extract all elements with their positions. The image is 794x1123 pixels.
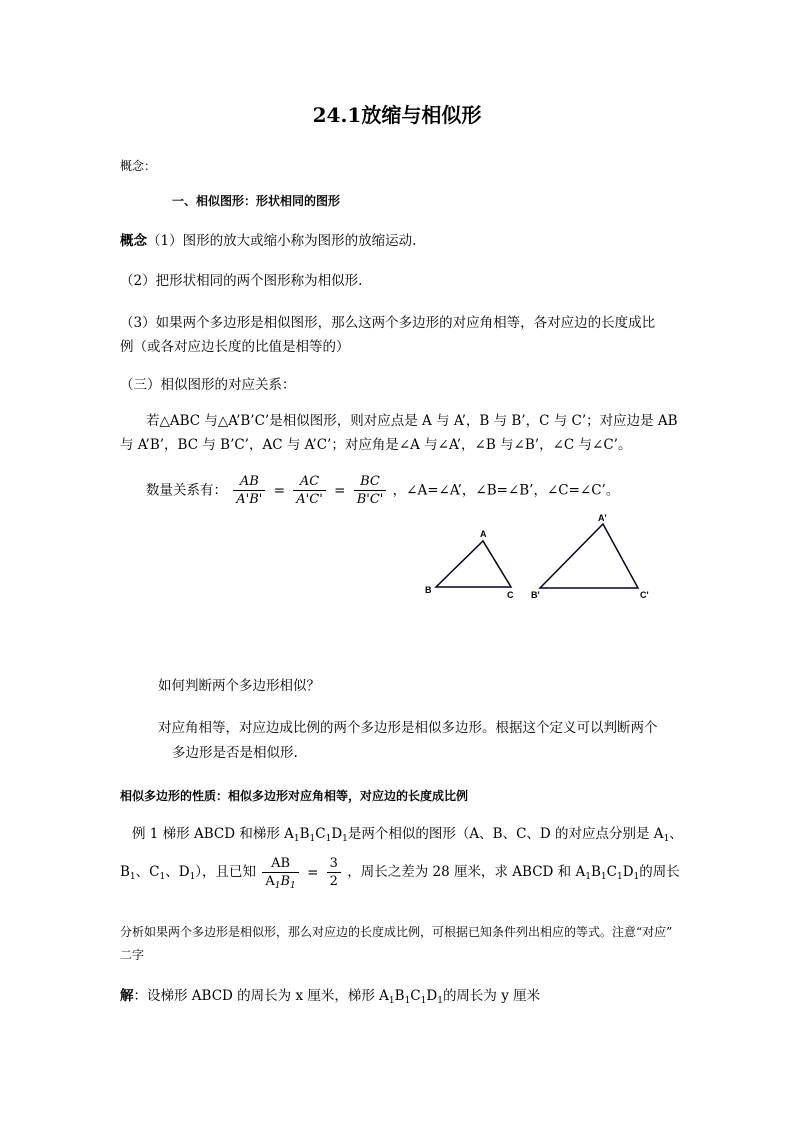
subscript: 1 [585, 872, 591, 882]
fraction-numerator: AB [262, 855, 298, 873]
subscript: 1 [437, 996, 443, 1006]
example-text: ），且已知 [195, 864, 257, 880]
fraction-denominator-b: B [280, 874, 291, 889]
subscript: 1 [663, 834, 670, 844]
property-statement: 相似多边形的性质：相似多边形对应角相等，对应边的长度成比例 [120, 789, 469, 803]
fraction-numerator: AB [233, 473, 265, 491]
large-triangle-label-a: A' [598, 513, 607, 523]
given-ratio-fraction [262, 855, 298, 890]
analysis-line2: 二字 [120, 948, 145, 962]
concept3-line2: 例（或各对应边长度的比值是相等的） [120, 339, 350, 355]
example-line1: 例 1 梯形 ABCD 和梯形 $A_1B_1C_1D_1$是两个相似的图形（A、B、C、D 的对应点分别是 $A_1$、 [132, 826, 683, 844]
concept2: （2）把形状相同的两个图形称为相似形. [120, 273, 363, 289]
fraction-denominator: 2 [329, 874, 338, 889]
solution-label: 解 [120, 988, 134, 1004]
page-title: 24.1放缩与相似形 [312, 103, 482, 127]
fraction-denominator: A'B' [236, 492, 263, 507]
fraction-numerator: BC [354, 473, 387, 491]
subscript: 1 [274, 881, 281, 891]
value-fraction [327, 855, 341, 890]
subscript: 1 [404, 996, 411, 1006]
fraction-denominator: B'C' [356, 492, 384, 507]
subscript: 1 [616, 872, 623, 882]
correspond-line2: 与 A’B’，BC 与 B’C’，AC 与 A’C’；对应角是∠A 与∠A’，∠B 与∠B’，∠C 与∠C’。 [120, 437, 632, 453]
concept-label: 概念： [120, 159, 157, 173]
subscript: 1 [189, 872, 196, 882]
ratio-line [146, 470, 619, 511]
quantity-label: 数量关系有： [146, 482, 227, 499]
concept3-line1: （3）如果两个多边形是相似图形，那么这两个多边形的对应角相等，各对应边的长度成比 [120, 315, 656, 331]
small-triangle-label-c: C [507, 590, 514, 600]
fraction-denominator [262, 873, 298, 890]
subscript: 1 [290, 881, 296, 891]
fraction-numerator: 3 [327, 855, 341, 873]
example-text: 、C [135, 864, 160, 880]
answer-line2: 多边形是否是相似形. [172, 745, 298, 761]
example-text: 例 1 梯形 ABCD 和梯形 A [132, 826, 294, 842]
ratio-fraction-ab [233, 473, 265, 508]
solution: 解：设梯形 ABCD 的周长为 x 厘米，梯形 $A_1B_1C_1D_1$的周长为 y 厘米 [120, 988, 541, 1006]
subscript: 1 [388, 996, 395, 1006]
fraction-numerator: AC [293, 473, 325, 491]
subscript: 1 [129, 872, 136, 882]
example-text: 是两个相似的图形（A、B、C、D 的对应点分别是 A [347, 826, 664, 842]
large-triangle-label-c: C' [640, 590, 649, 600]
section3-heading: （三）相似图形的对应关系： [120, 377, 296, 393]
subscript: 1 [325, 834, 332, 844]
subscript: 1 [600, 872, 607, 882]
example-text: 、D [165, 864, 190, 880]
ratio-fraction-ac [293, 473, 325, 508]
concept1-prefix: 概念 [120, 233, 147, 249]
angle-equalities: ，∠A=∠A’，∠B=∠B’，∠C=∠C’。 [392, 482, 620, 499]
correspond-line1: 若△ABC 与△A’B’C’是相似图形，则对应点是 A 与 A’，B 与 B’，C 与 C’；对应边是 AB [146, 413, 678, 429]
example-text: B [120, 864, 130, 880]
ratio-fraction-bc [354, 473, 387, 508]
concept1 [120, 232, 416, 250]
solution-tail: 的周长为 y 厘米 [442, 988, 541, 1004]
subscript: 1 [293, 834, 300, 844]
question: 如何判断两个多边形相似？ [158, 678, 320, 694]
large-triangle-label-b: B' [531, 590, 540, 600]
example-text: 的周长 [639, 864, 680, 880]
solution-text: ：设梯形 ABCD 的周长为 x 厘米，梯形 A [133, 988, 389, 1004]
small-triangle-label-a: A [480, 529, 487, 539]
similar-triangles-figure [420, 510, 660, 602]
subscript: 1 [420, 996, 427, 1006]
example-text: ，周长之差为 28 厘米，求 ABCD 和 A [347, 864, 586, 880]
section1-heading: 一、相似图形：形状相同的图形 [172, 194, 341, 208]
large-triangle [540, 524, 638, 588]
fraction-denominator: A'C' [296, 492, 323, 507]
concept1-text: （1）图形的放大或缩小称为图形的放缩运动. [147, 233, 417, 249]
small-triangle-label-b: B [425, 585, 432, 595]
equals-sign: = [307, 864, 319, 881]
subscript: 1 [159, 872, 166, 882]
small-triangle [436, 541, 511, 587]
subscript: 1 [633, 872, 640, 882]
subscript: 1 [309, 834, 316, 844]
fraction-denominator-a: A [265, 874, 275, 889]
example-text: 、 [669, 826, 683, 842]
equals-sign: = [273, 482, 285, 499]
example-line2: $B_1$、$C_1$、$D_1$），且已知 $\frac{AB}{A_1B_1}$ = $\frac{3}{2}$ ，周长之差为 28 厘米，求 ABCD 和 $A_1B_1C_1D_1$的周长 [120, 851, 680, 894]
analysis-line1: 分析如果两个多边形是相似形，那么对应边的长度成比例，可根据已知条件列出相应的等式。注意“对应” [120, 925, 673, 939]
answer-line1: 对应角相等，对应边成比例的两个多边形是相似多边形。根据这个定义可以判断两个 [158, 720, 658, 736]
subscript: 1 [342, 834, 348, 844]
equals-sign: = [334, 482, 346, 499]
